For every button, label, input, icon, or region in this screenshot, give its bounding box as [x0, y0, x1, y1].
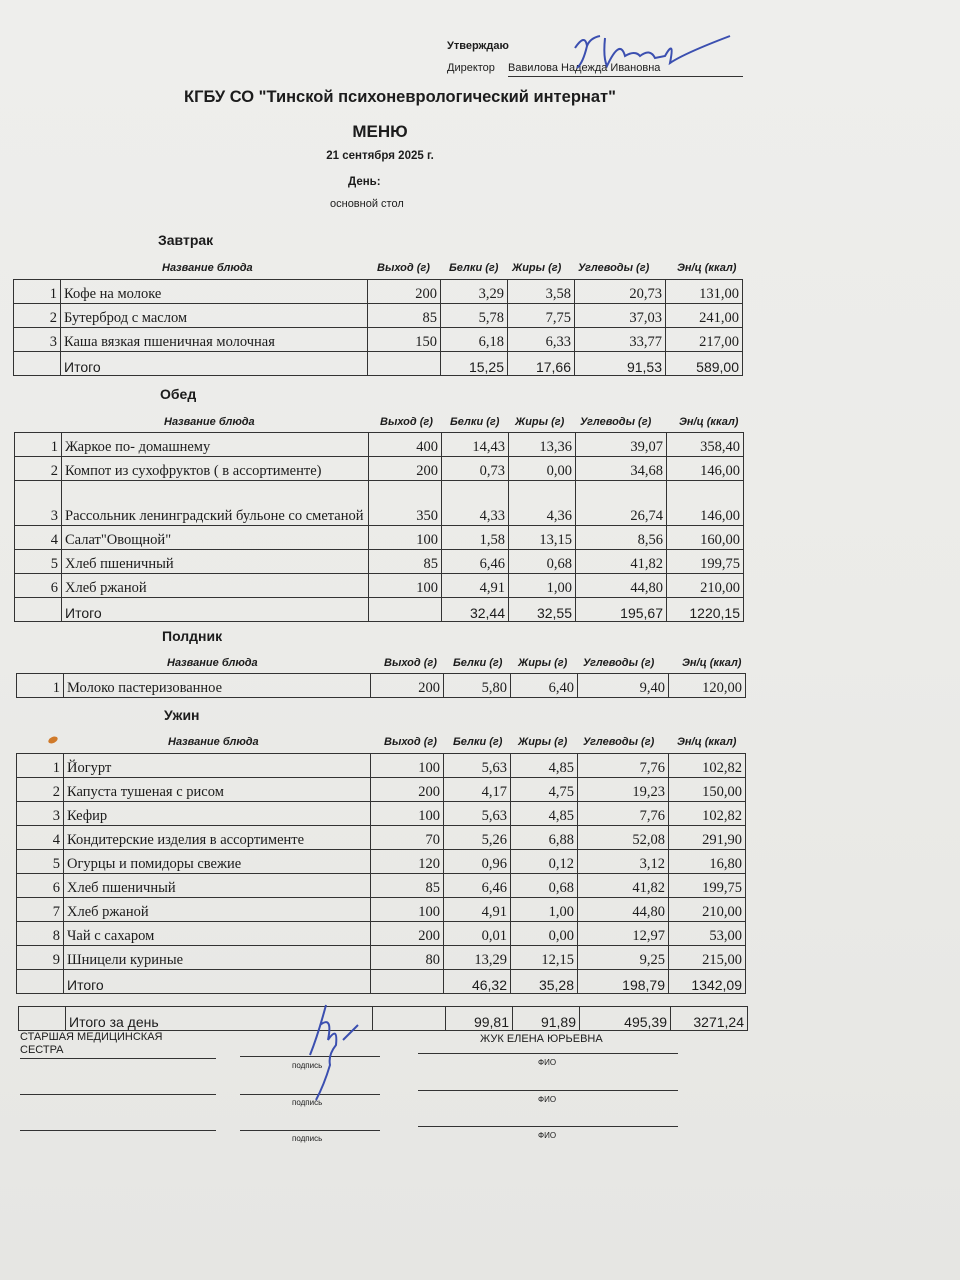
day-total-protein: 99,81 — [446, 1007, 513, 1031]
dish-name: Салат"Овощной" — [62, 526, 369, 550]
total-protein: 15,25 — [441, 352, 508, 376]
position-line — [20, 1058, 216, 1059]
dish-name: Каша вязкая пшеничная молочная — [61, 328, 368, 352]
total-carbs: 91,53 — [575, 352, 666, 376]
dish-name: Шницели куриные — [64, 946, 371, 970]
section-title-dinner: Ужин — [164, 707, 200, 723]
col-name: Название блюда — [164, 416, 255, 428]
fio-label: ФИО — [538, 1131, 557, 1140]
col-fat: Жиры (г) — [512, 262, 562, 274]
col-protein: Белки (г) — [453, 736, 503, 748]
position-label: СТАРШАЯ МЕДИЦИНСКАЯ СЕСТРА — [20, 1031, 163, 1056]
stain-mark — [47, 735, 59, 745]
energy: 217,00 — [666, 328, 743, 352]
col-energy: Эн/ц (ккал) — [677, 262, 737, 274]
col-yield: Выход (г) — [377, 262, 430, 274]
table-row: 7 Хлеб ржаной 100 4,91 1,00 44,80 210,00 — [17, 898, 746, 922]
col-fat: Жиры (г) — [518, 657, 568, 669]
col-carbs: Углеводы (г) — [583, 736, 655, 748]
table-row: 1 Жаркое по- домашнему 400 14,43 13,36 39,07 358,40 — [15, 433, 744, 457]
table-row — [14, 304, 743, 328]
dish-name: Чай с сахаром — [64, 922, 371, 946]
dish-name: Йогурт — [64, 754, 371, 778]
total-label: Итого — [62, 598, 369, 622]
table-row: 1 Молоко пастеризованное 200 5,80 6,40 9,40 120,00 — [17, 674, 746, 698]
director-signature-icon — [565, 28, 745, 78]
dish-name: Кофе на молоке — [61, 280, 368, 304]
col-protein: Белки (г) — [453, 657, 503, 669]
signature-label: подпись — [292, 1134, 323, 1143]
position-line — [20, 1094, 216, 1095]
table-row: 5 Огурцы и помидоры свежие 120 0,96 0,12 3,12 16,80 — [17, 850, 746, 874]
table-row: 2 Компот из сухофруктов ( в ассортименте) 200 0,73 0,00 34,68 146,00 — [15, 457, 744, 481]
table-row: 1 Йогурт 100 5,63 4,85 7,76 102,82 — [17, 754, 746, 778]
table-row: 4 Салат"Овощной" 100 1,58 13,15 8,56 160,00 — [15, 526, 744, 550]
col-fat: Жиры (г) — [515, 416, 565, 428]
fio-label: ФИО — [538, 1058, 557, 1067]
menu-date: 21 сентября 2025 г. — [326, 150, 434, 162]
table-row — [14, 328, 743, 352]
section-title-lunch: Обед — [160, 386, 197, 402]
fat: 3,58 — [508, 280, 575, 304]
fio-line — [418, 1126, 678, 1127]
col-yield: Выход (г) — [380, 416, 433, 428]
protein: 5,78 — [441, 304, 508, 328]
total-row: Итого 32,44 32,55 195,67 1220,15 — [15, 598, 744, 622]
dish-name: Хлеб пшеничный — [62, 550, 369, 574]
col-carbs: Углеводы (г) — [578, 262, 650, 274]
col-carbs: Углеводы (г) — [580, 416, 652, 428]
yield: 85 — [368, 304, 441, 328]
lunch-table — [14, 432, 744, 622]
position-line — [20, 1130, 216, 1131]
energy: 131,00 — [666, 280, 743, 304]
col-name: Название блюда — [162, 262, 253, 274]
dish-name: Компот из сухофруктов ( в ассортименте) — [62, 457, 369, 481]
total-label: Итого — [61, 352, 368, 376]
row-number: 3 — [14, 328, 61, 352]
col-energy: Эн/ц (ккал) — [682, 657, 742, 669]
table-row — [14, 280, 743, 304]
dish-name: Хлеб пшеничный — [64, 874, 371, 898]
col-protein: Белки (г) — [449, 262, 499, 274]
day-total-energy: 3271,24 — [671, 1007, 748, 1031]
table-row: 5 Хлеб пшеничный 85 6,46 0,68 41,82 199,75 — [15, 550, 744, 574]
fio-label: ФИО — [538, 1095, 557, 1104]
signer-name: ЖУК ЕЛЕНА ЮРЬЕВНА — [480, 1033, 603, 1045]
table-row: 4 Кондитерские изделия в ассортименте 70 5,26 6,88 52,08 291,90 — [17, 826, 746, 850]
table-row: 9 Шницели куриные 80 13,29 12,15 9,25 215,00 — [17, 946, 746, 970]
nurse-signature-icon — [288, 995, 368, 1105]
col-protein: Белки (г) — [450, 416, 500, 428]
yield: 150 — [368, 328, 441, 352]
total-label: Итого — [64, 970, 371, 994]
page-title: МЕНЮ — [352, 122, 408, 141]
day-total-label: Итого за день — [66, 1007, 373, 1031]
yield: 200 — [368, 280, 441, 304]
col-name: Название блюда — [167, 657, 258, 669]
director-label: Директор — [447, 62, 495, 74]
col-yield: Выход (г) — [384, 657, 437, 669]
dinner-table — [16, 753, 746, 994]
table-row: 8 Чай с сахаром 200 0,01 0,00 12,97 53,00 — [17, 922, 746, 946]
col-fat: Жиры (г) — [518, 736, 568, 748]
day-total-carbs: 495,39 — [580, 1007, 671, 1031]
total-row — [14, 352, 743, 376]
signature-label: подпись — [292, 1061, 323, 1070]
protein: 6,18 — [441, 328, 508, 352]
col-carbs: Углеводы (г) — [583, 657, 655, 669]
day-total-table — [18, 1006, 748, 1031]
table-row: 6 Хлеб пшеничный 85 6,46 0,68 41,82 199,75 — [17, 874, 746, 898]
col-energy: Эн/ц (ккал) — [677, 736, 737, 748]
day-label: День: — [348, 176, 381, 188]
day-total-row — [19, 1007, 748, 1031]
day-total-fat: 91,89 — [513, 1007, 580, 1031]
carbs: 33,77 — [575, 328, 666, 352]
table-row: 3 Рассольник ленинградский бульоне со сметаной 350 4,33 4,36 26,74 146,00 — [15, 481, 744, 526]
total-energy: 589,00 — [666, 352, 743, 376]
section-title-snack: Полдник — [162, 628, 223, 644]
dish-name: Кондитерские изделия в ассортименте — [64, 826, 371, 850]
col-name: Название блюда — [168, 736, 259, 748]
fat: 7,75 — [508, 304, 575, 328]
director-name: Вавилова Надежда Ивановна — [508, 62, 743, 77]
diet-type: основной стол — [330, 198, 404, 210]
dish-name: Хлеб ржаной — [64, 898, 371, 922]
energy: 241,00 — [666, 304, 743, 328]
signature-line — [240, 1130, 380, 1131]
fio-line — [418, 1053, 678, 1054]
dish-name: Рассольник ленинградский бульоне со сметаной — [62, 481, 369, 526]
breakfast-table — [13, 279, 743, 376]
dish-name: Хлеб ржаной — [62, 574, 369, 598]
table-row: 2 Капуста тушеная с рисом 200 4,17 4,75 19,23 150,00 — [17, 778, 746, 802]
total-fat: 17,66 — [508, 352, 575, 376]
dish-name: Капуста тушеная с рисом — [64, 778, 371, 802]
protein: 3,29 — [441, 280, 508, 304]
col-yield: Выход (г) — [384, 736, 437, 748]
organization-name: КГБУ СО "Тинской психоневрологический интернат" — [184, 88, 616, 106]
dish-name: Бутерброд с маслом — [61, 304, 368, 328]
snack-table — [16, 673, 746, 698]
approve-label: Утверждаю — [447, 40, 509, 52]
signature-label: подпись — [292, 1098, 323, 1107]
carbs: 20,73 — [575, 280, 666, 304]
fio-line — [418, 1090, 678, 1091]
carbs: 37,03 — [575, 304, 666, 328]
table-row: 6 Хлеб ржаной 100 4,91 1,00 44,80 210,00 — [15, 574, 744, 598]
section-title-breakfast: Завтрак — [158, 232, 214, 248]
total-row: Итого 46,32 35,28 198,79 1342,09 — [17, 970, 746, 994]
row-number: 1 — [14, 280, 61, 304]
table-row: 3 Кефир 100 5,63 4,85 7,76 102,82 — [17, 802, 746, 826]
fat: 6,33 — [508, 328, 575, 352]
dish-name: Молоко пастеризованное — [64, 674, 371, 698]
dish-name: Кефир — [64, 802, 371, 826]
row-number: 2 — [14, 304, 61, 328]
dish-name: Жаркое по- домашнему — [62, 433, 369, 457]
col-energy: Эн/ц (ккал) — [679, 416, 739, 428]
dish-name: Огурцы и помидоры свежие — [64, 850, 371, 874]
